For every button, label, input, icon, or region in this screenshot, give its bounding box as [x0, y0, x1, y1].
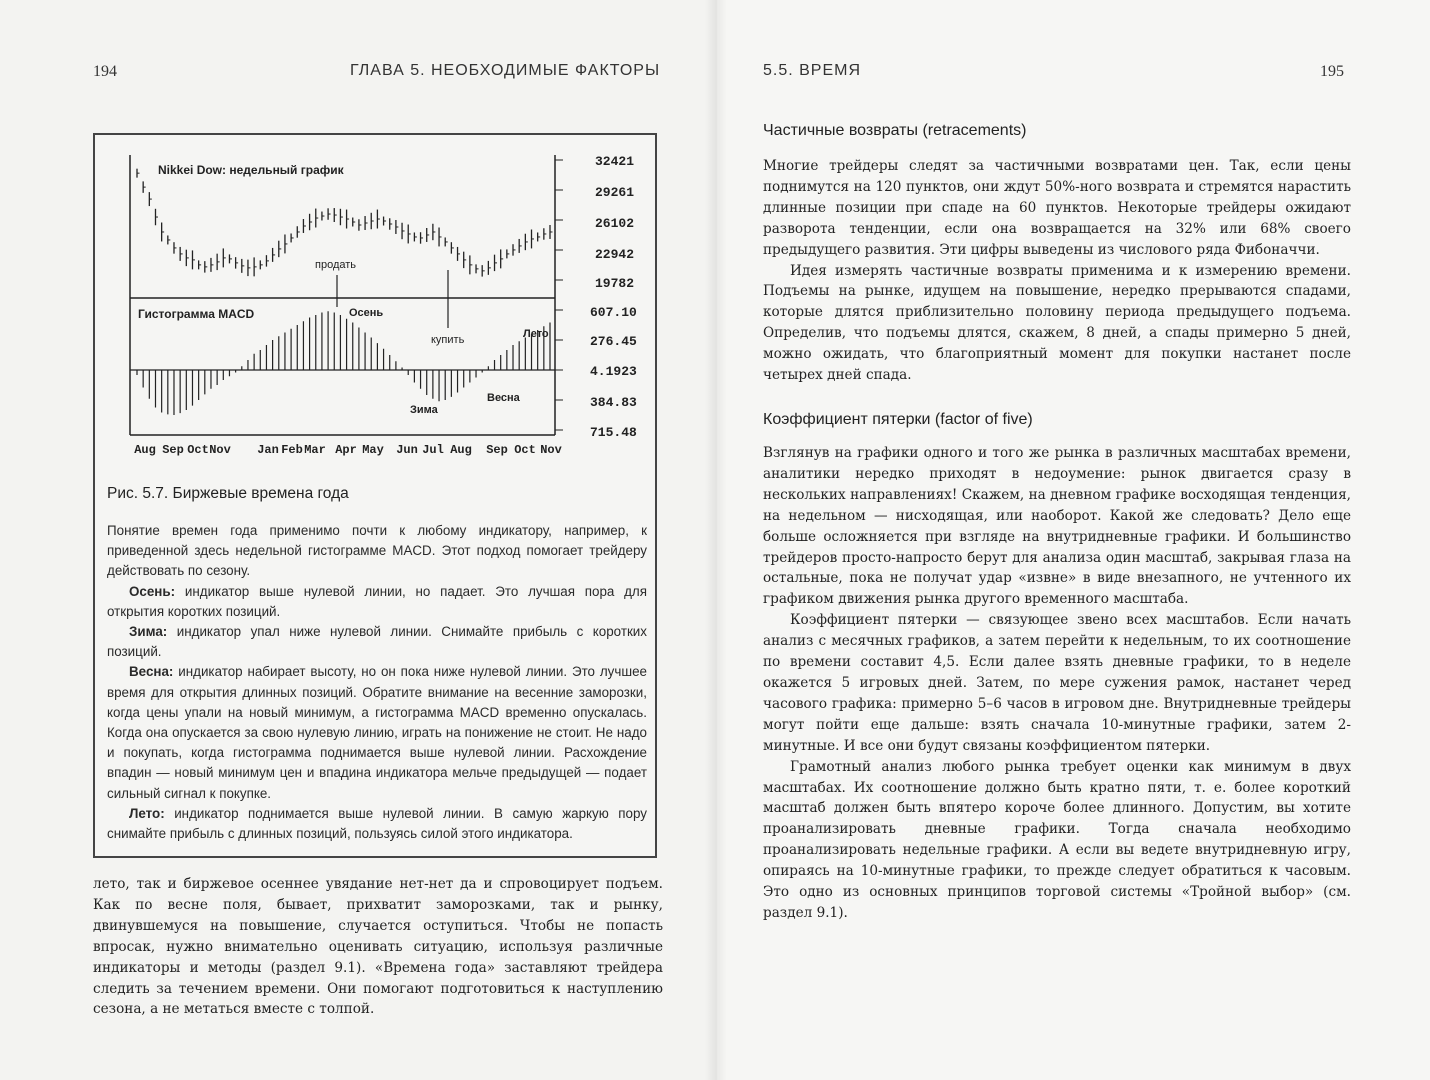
macd-axis-label: 276.45 [590, 334, 637, 349]
price-axis-label: 22942 [595, 247, 635, 262]
running-head-right: 5.5. ВРЕМЯ [763, 62, 862, 79]
paragraph: Идея измерять частичные возвраты применима и к измерению времени. Подъемы на рынке, идущем на повышение, нередко прерываются спадами, которые длятся приблизительно половину периода предыдущего подъема. Определив, что подъемы длятся, скажем, 8 дней, а спады примерно 5 дней, можно ожидать, что благоприятный момент для покупки настанет после четырех дней спада. [763, 262, 1351, 384]
season-spring: Весна: индикатор набирает высоту, но он пока ниже нулевой линии. Это лучшее время для открытия длинных позиций. Обратите внимание на весенние заморозки, когда цены упали на новый минимум, а гистограмма MACD временно опускалась. Когда она опускается за свою нулевую линию, играть на понижение не стоит. Не надо и покупать, когда гистограмма поднимается выше нулевой линии. Расхождение впадин — новый минимум цен и впадина индикатора мельче предыдущей — подает сильный сигнал к покупке. [107, 664, 647, 801]
month-tick-label: Aug [134, 443, 156, 457]
paragraph: Коэффициент пятерки — связующее звено всех масштабов. Если начать анализ с месячных графиков, а затем перейти к недельным, то их соотношение по времени составит 4,5. Если далее взять дневные графики, то в неделе окажется 5 игровых дней. Затем, по мере сужения рамок, настанет черед часового графика: примерно 5–6 часов в игровом дне. Внутридневные трейдеры могут пойти еще дальше: взять сначала 10-минутные графики, затем 2-минутные. И все они будут связаны коэффициентом пятерки. [763, 612, 1351, 754]
section-text [763, 443, 1351, 924]
month-tick-label: May [362, 443, 384, 457]
month-tick-label: Aug [450, 443, 472, 457]
price-axis-label: 26102 [595, 216, 635, 231]
month-tick-label: Jan [257, 443, 279, 457]
month-tick-label: Oct [187, 443, 209, 457]
figure-description [107, 521, 647, 844]
paragraph: Многие трейдеры следят за частичными возвратами цен. Так, если цены поднимутся на 120 пунктов, они ждут 50%-ного возврата и стремятся нарастить длинные позиции при спаде на 60 пунктов. Некоторые трейдеры ожидают разворота тенденции, если она возвращается на 32% или 68% своего предыдущего развития. Эти цифры выведены из числового ряда Фибоначчи. [763, 158, 1351, 258]
buy-annotation: купить [431, 334, 465, 346]
page-number: 194 [93, 63, 117, 80]
running-head: ГЛАВА 5. НЕОБХОДИМЫЕ ФАКТОРЫ [350, 62, 661, 79]
paragraph: Взглянув на графики одного и того же рынка в различных масштабах времени, аналитики нередко приходят в недоумение: рынок двигается сразу в нескольких направлениях! Скажем, на дневном графике восходящая тенденция, на недельном — нисходящая, или наоборот. Какой же следовать? Дело еще больше осложняется при взгляде на внутридневные графики. И большинство трейдеров просто-напросто берут для анализа один масштаб, закрывая глаза на остальные, пока не получат удар «извне» в виде внезапного, не учтенного их графиком движения рынка другого временного масштаба. [763, 445, 1351, 608]
section-heading: Частичные возвраты (retracements) [763, 122, 1027, 139]
season-autumn: Осень: индикатор выше нулевой линии, но падает. Это лучшая пора для открытия коротких позиций. [107, 583, 647, 619]
price-axis-label: 19782 [595, 276, 635, 291]
figure-caption: Рис. 5.7. Биржевые времена года [107, 485, 349, 502]
sell-annotation: продать [315, 259, 357, 271]
chart-title: Nikkei Dow: недельный график [158, 163, 344, 177]
macd-axis-label: 384.83 [590, 395, 637, 410]
figure-intro: Понятие времен года применимо почти к любому индикатору, например, к приведенной здесь недельной гистограмме MACD. Этот подход помогает трейдеру действовать по сезону. [107, 523, 647, 579]
macd-panel-title: Гистограмма MACD [138, 307, 255, 321]
macd-chart [95, 135, 655, 475]
month-tick-label: Nov [540, 443, 562, 457]
axis-ticks [555, 160, 563, 430]
paragraph: Грамотный анализ любого рынка требует оценки как минимум в двух масштабах. Их соотношение должно быть кратно пяти, т. е. более короткий масштаб должен быть впятеро короче более длинного. Допустим, вы хотите проанализировать дневные графики. Тогда сначала необходимо проанализировать недельные графики. А если вы ведете внутридневную игру, опираясь на 10-минутные графики, то прежде следует обратиться к часовым. Это одно из основных принципов торговой системы «Тройной выбор» (см. раздел 9.1). [763, 758, 1351, 921]
summer-annotation: Лето [523, 328, 549, 340]
section-heading: Коэффициент пятерки (factor of five) [763, 411, 1033, 428]
macd-axis-label: 4.1923 [590, 364, 637, 379]
month-tick-label: Nov [209, 443, 231, 457]
price-axis-label: 29261 [595, 185, 635, 200]
book-gutter [705, 0, 727, 1080]
macd-axis-label: 607.10 [590, 305, 637, 320]
month-tick-label: Oct [514, 443, 536, 457]
autumn-annotation: Осень [349, 307, 384, 319]
season-winter: Зима: индикатор упал ниже нулевой линии. Снимайте прибыль с коротких позиций. [107, 624, 647, 660]
page-number-right: 195 [1320, 63, 1344, 80]
month-tick-label: Sep [162, 443, 184, 457]
season-summer: Лето: индикатор поднимается выше нулевой линии. В самую жаркую пору снимайте прибыль с длинных позиций, пользуясь силой этого индикатора. [107, 805, 647, 842]
section-text [763, 156, 1351, 386]
spring-annotation: Весна [487, 392, 520, 404]
month-tick-label: Mar [304, 443, 326, 457]
price-axis-label: 32421 [595, 154, 635, 169]
figure-box [93, 133, 657, 858]
left-body-text [93, 874, 663, 1020]
month-axis [134, 443, 562, 457]
month-tick-label: Jul [422, 443, 444, 457]
month-tick-label: Sep [486, 443, 508, 457]
macd-axis-label: 715.48 [590, 425, 637, 440]
paragraph: лето, так и биржевое осеннее увядание нет-нет да и спровоцирует подъем. Как по весне поля, бывает, прихватит заморозками, так и рынку, двинувшемуся на повышение, случается оступиться. Чтобы не попасть впросак, нужно внимательно оценивать ситуацию, используя различные индикаторы и методы (раздел 9.1). «Времена года» заставляют трейдера следить за течением времени. Они помогают подготовиться к наступлению сезона, а не метаться вместе с толпой. [93, 876, 663, 1018]
winter-annotation: Зима [410, 404, 438, 416]
month-tick-label: Apr [335, 443, 357, 457]
month-tick-label: Feb [281, 443, 303, 457]
month-tick-label: Jun [396, 443, 418, 457]
